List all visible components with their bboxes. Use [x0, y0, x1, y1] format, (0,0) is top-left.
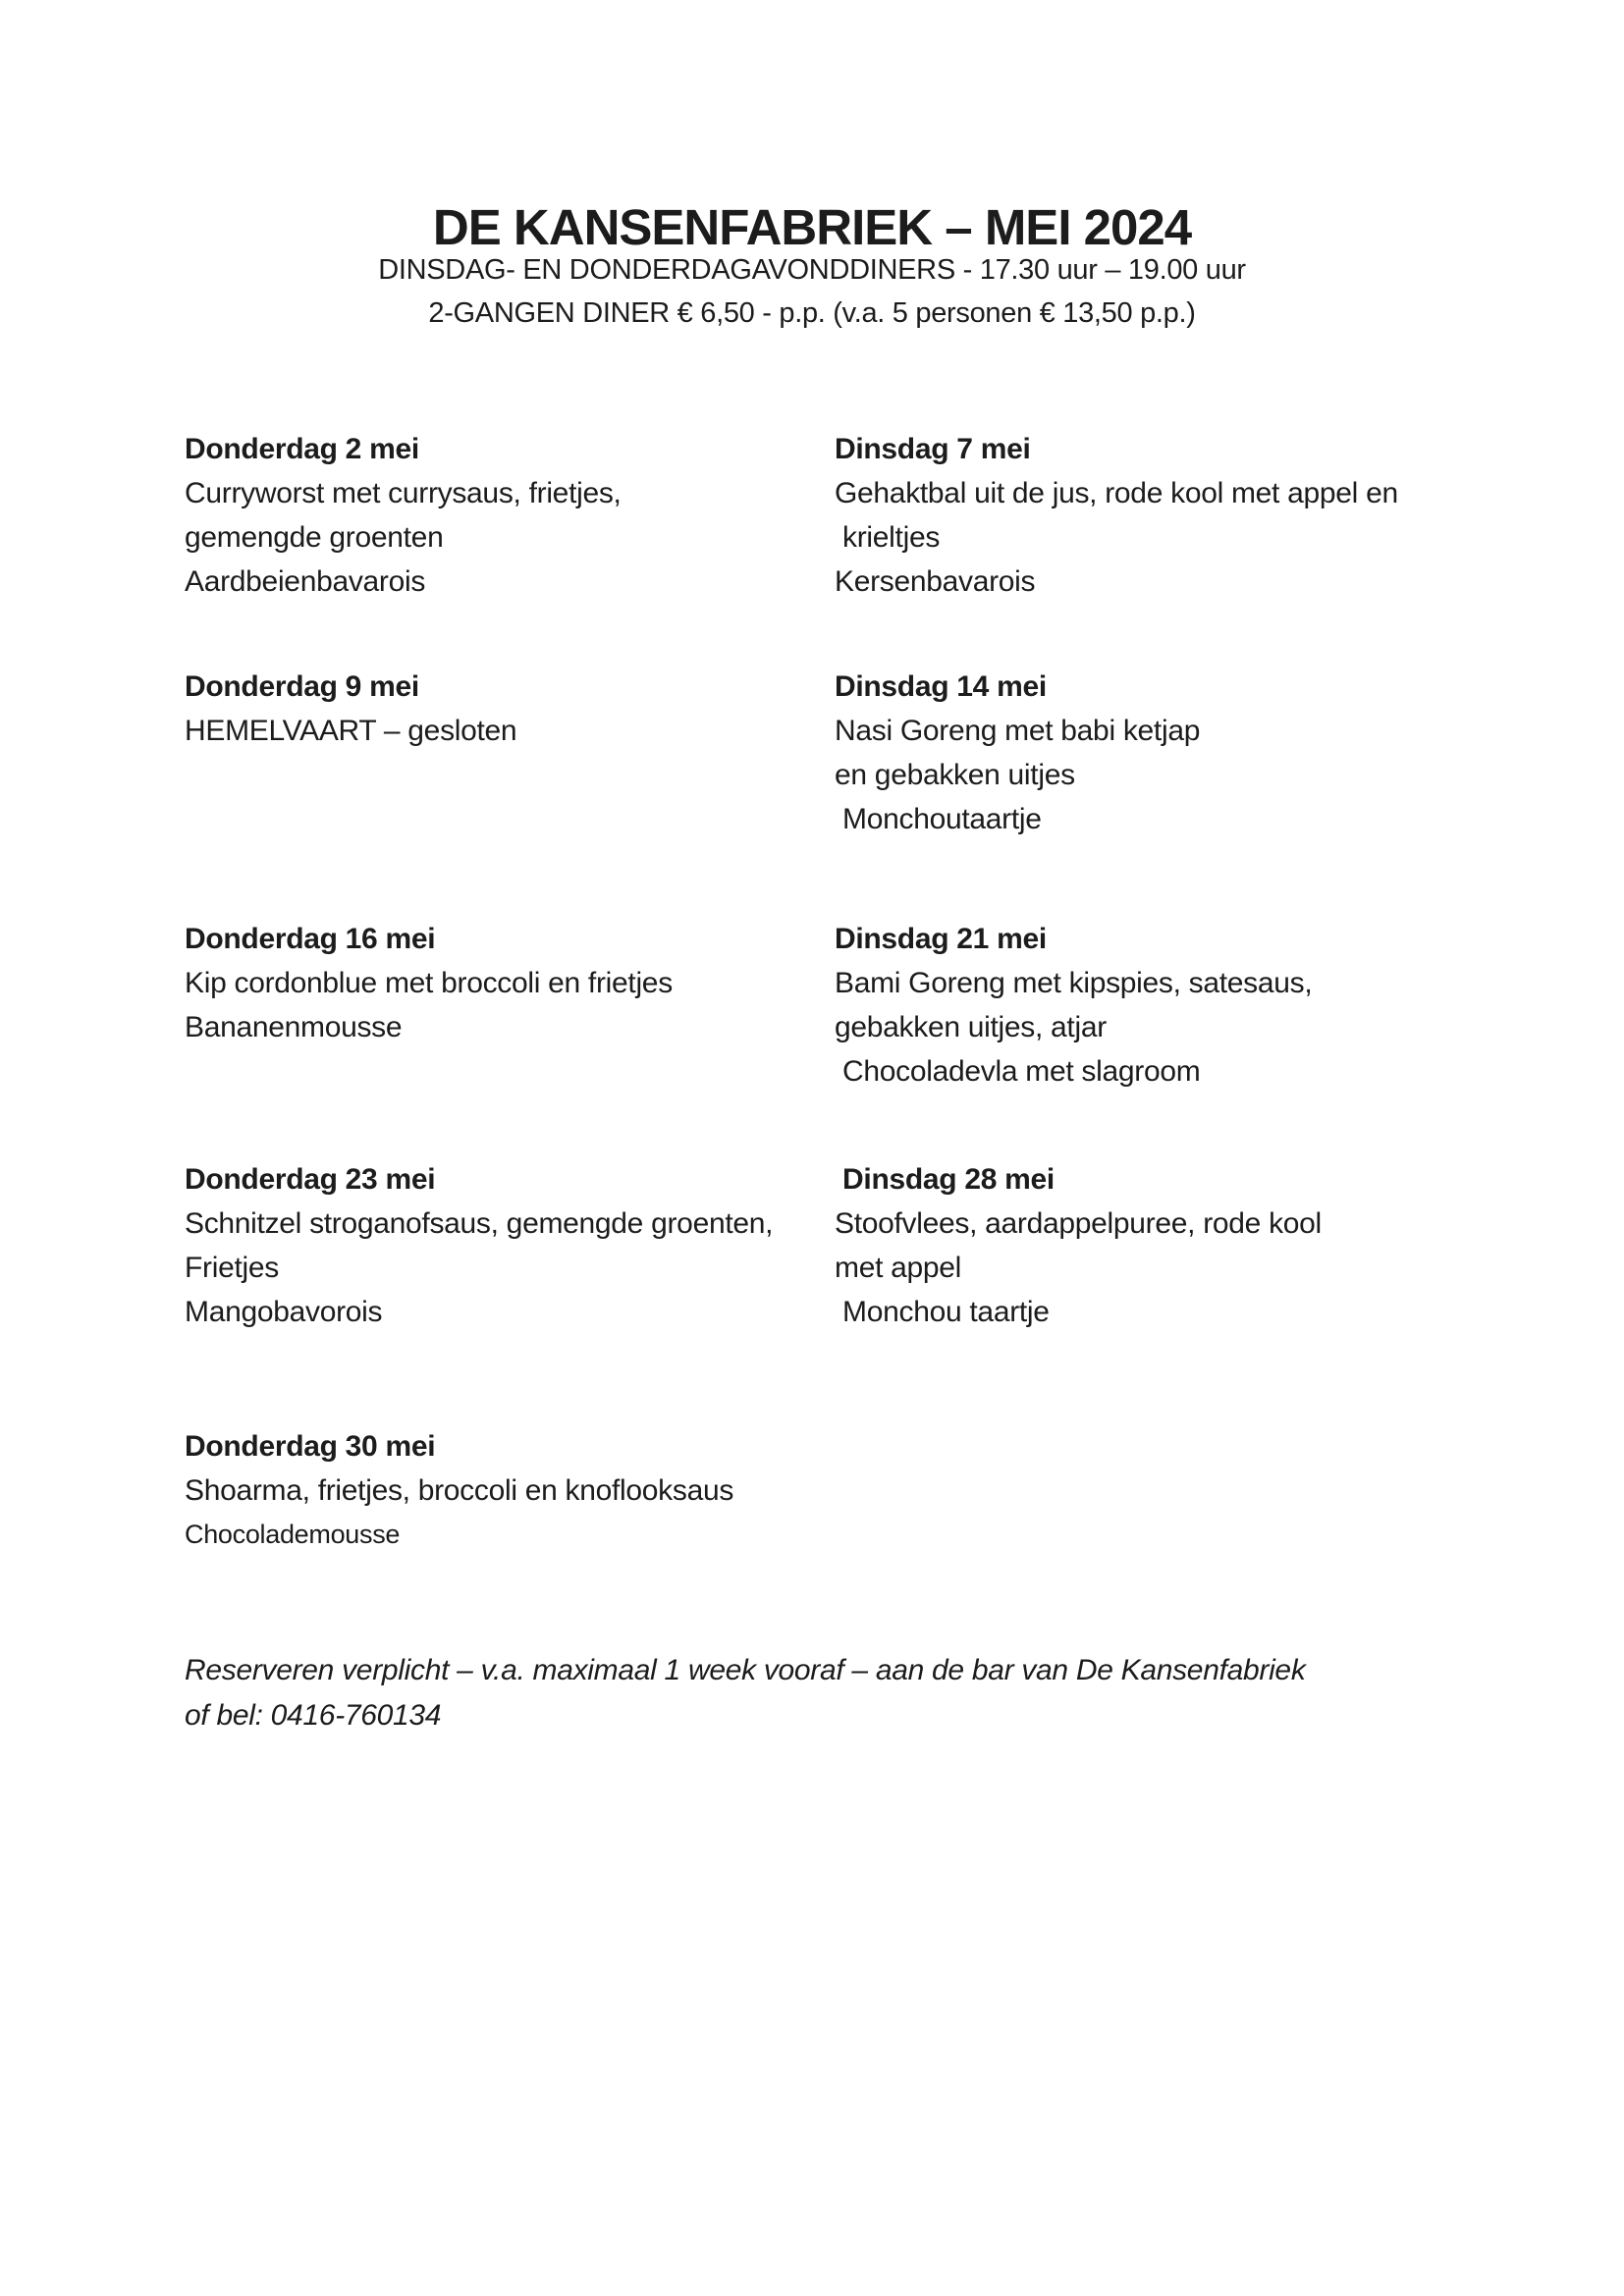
day-header: Dinsdag 21 mei	[835, 923, 1047, 955]
menu-line: Frietjes	[185, 1252, 279, 1284]
menu-day-block-dinsdag-7-mei	[835, 427, 1522, 604]
menu-line: Bananenmousse	[185, 1011, 403, 1043]
menu-line: Monchou taartje	[835, 1296, 1050, 1328]
subtitle-price: 2-GANGEN DINER € 6,50 - p.p. (v.a. 5 personen € 13,50 p.p.)	[428, 297, 1196, 329]
menu-day-block-donderdag-9-mei	[185, 665, 813, 753]
menu-line: Bami Goreng met kipspies, satesaus,	[835, 967, 1313, 999]
menu-day-block-donderdag-30-mei	[185, 1424, 813, 1557]
day-header: Donderdag 30 mei	[185, 1430, 436, 1463]
reservation-note-line: Reserveren verplicht – v.a. maximaal 1 week vooraf – aan de bar van De Kansenfabriek	[185, 1654, 1306, 1686]
menu-line: Chocolademousse	[185, 1520, 401, 1549]
menu-line: Schnitzel stroganofsaus, gemengde groenten,	[185, 1207, 774, 1240]
menu-line: Kersenbavarois	[835, 565, 1036, 598]
menu-line: krieltjes	[835, 521, 941, 554]
menu-day-block-dinsdag-21-mei	[835, 917, 1522, 1094]
menu-line: Chocoladevla met slagroom	[835, 1055, 1201, 1088]
reservation-note-line: of bel: 0416-760134	[185, 1699, 442, 1732]
menu-line: Kip cordonblue met broccoli en frietjes	[185, 967, 673, 999]
menu-line: Mangobavorois	[185, 1296, 383, 1328]
menu-day-block-dinsdag-14-mei	[835, 665, 1522, 841]
menu-line: Stoofvlees, aardappelpuree, rode kool	[835, 1207, 1322, 1240]
menu-day-block-donderdag-2-mei	[185, 427, 813, 604]
menu-line: Aardbeienbavarois	[185, 565, 426, 598]
day-header: Donderdag 23 mei	[185, 1163, 436, 1196]
menu-line: Gehaktbal uit de jus, rode kool met appel en	[835, 477, 1398, 509]
day-header: Dinsdag 28 mei	[835, 1163, 1055, 1196]
menu-day-block-donderdag-23-mei	[185, 1157, 813, 1334]
page-title: DE KANSENFABRIEK – MEI 2024	[432, 199, 1192, 255]
menu-line: gemengde groenten	[185, 521, 444, 554]
menu-day-block-dinsdag-28-mei	[835, 1157, 1522, 1334]
menu-line: Curryworst met currysaus, frietjes,	[185, 477, 622, 509]
menu-line: Monchoutaartje	[835, 803, 1042, 835]
menu-line: Shoarma, frietjes, broccoli en knoflooksaus	[185, 1474, 734, 1507]
menu-line: gebakken uitjes, atjar	[835, 1011, 1107, 1043]
day-header: Dinsdag 7 mei	[835, 433, 1031, 465]
menu-line: met appel	[835, 1252, 962, 1284]
menu-day-block-donderdag-16-mei	[185, 917, 813, 1049]
day-header: Donderdag 2 mei	[185, 433, 419, 465]
menu-line: en gebakken uitjes	[835, 759, 1075, 791]
day-header: Dinsdag 14 mei	[835, 670, 1047, 703]
day-header: Donderdag 16 mei	[185, 923, 436, 955]
reservation-note	[185, 1648, 1520, 1738]
menu-line: HEMELVAART – gesloten	[185, 715, 517, 747]
day-header: Donderdag 9 mei	[185, 670, 419, 703]
subtitle-dinner-days: DINSDAG- EN DONDERDAGAVONDDINERS - 17.30 uur – 19.00 uur	[378, 254, 1246, 286]
menu-line: Nasi Goreng met babi ketjap	[835, 715, 1201, 747]
